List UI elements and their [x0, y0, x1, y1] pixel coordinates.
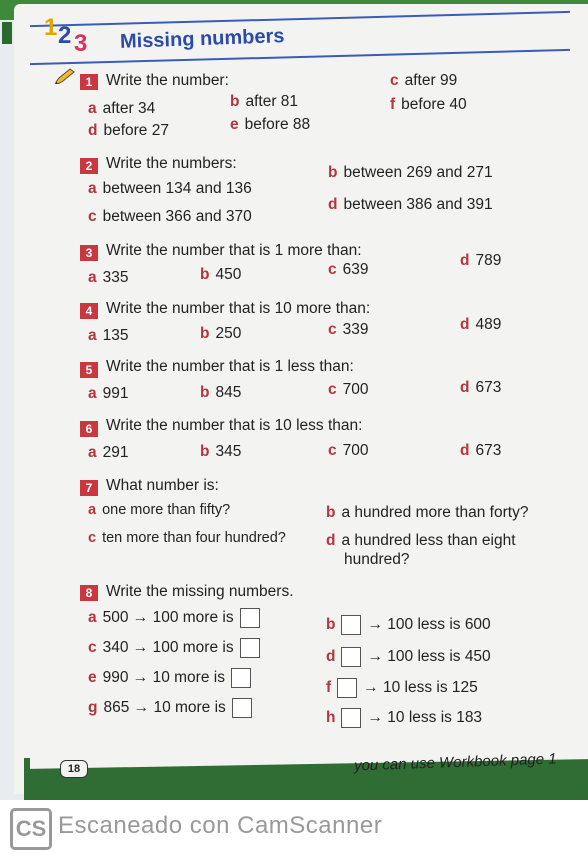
- item-label: d: [460, 252, 470, 269]
- item-text: between 269 and 271: [343, 164, 493, 181]
- item-text-continued: hundred?: [344, 551, 410, 568]
- item-text: before 88: [244, 116, 311, 133]
- page-title: Missing numbers: [119, 25, 285, 53]
- item-text: 700: [342, 381, 369, 398]
- question-item: [88, 122, 169, 140]
- item-text: after 81: [245, 93, 299, 110]
- item-label: a: [88, 327, 97, 344]
- item-label: d: [460, 442, 470, 459]
- page-number: 18: [60, 760, 88, 778]
- numbers-logo-icon: [42, 12, 102, 56]
- question-item: [88, 100, 155, 118]
- item-label: b: [326, 504, 336, 521]
- answer-box[interactable]: [232, 698, 252, 718]
- item-text: 673: [475, 379, 502, 396]
- answer-box[interactable]: [240, 638, 260, 658]
- item-label: f: [390, 96, 396, 113]
- item-text: between 386 and 391: [343, 196, 493, 213]
- item-label: a: [88, 269, 97, 286]
- camscanner-logo: CS: [10, 808, 52, 850]
- answer-box[interactable]: [337, 678, 357, 698]
- item-label: d: [326, 532, 336, 549]
- answer-box[interactable]: [341, 647, 361, 667]
- item-label: b: [326, 616, 336, 634]
- question-item: [230, 116, 310, 134]
- item-label: b: [200, 384, 210, 401]
- item-text: 700: [342, 442, 369, 459]
- item-text: 339: [342, 321, 369, 338]
- item-text: one more than fifty?: [102, 502, 231, 518]
- item-text: 250: [215, 325, 242, 342]
- question-item: [326, 708, 482, 728]
- item-label: b: [230, 93, 240, 110]
- logo-digit-2: 2: [58, 22, 72, 49]
- scanner-watermark-text: Escaneado con CamScanner: [58, 812, 383, 839]
- question-item: [88, 208, 252, 226]
- section-number: 6: [80, 421, 98, 437]
- item-text: 991: [102, 385, 129, 402]
- item-text: 340 → 100 more is: [102, 639, 234, 657]
- question-item: [88, 668, 251, 688]
- question-item: [88, 530, 286, 546]
- item-label: c: [88, 639, 97, 657]
- item-label: h: [326, 709, 336, 727]
- item-label: g: [88, 699, 98, 717]
- question-item: [326, 532, 516, 550]
- item-text: 789: [475, 252, 502, 269]
- item-label: c: [328, 321, 337, 338]
- item-text: 345: [215, 443, 242, 460]
- item-label: d: [328, 196, 338, 213]
- section-instruction: Write the number that is 1 less than:: [106, 358, 354, 375]
- item-text: before 40: [401, 96, 467, 113]
- section-number: 3: [80, 245, 98, 261]
- item-text: 135: [102, 327, 129, 344]
- item-text: 335: [102, 269, 129, 286]
- item-text: after 99: [404, 72, 458, 89]
- item-label: d: [460, 316, 470, 333]
- question-item: [200, 325, 241, 343]
- item-text: between 366 and 370: [102, 208, 252, 225]
- section-instruction: What number is:: [106, 477, 219, 494]
- question-item: [328, 442, 369, 460]
- answer-box[interactable]: [240, 608, 260, 628]
- question-item: [326, 678, 478, 698]
- question-item: [88, 180, 252, 198]
- section-instruction: Write the missing numbers.: [106, 583, 294, 600]
- section-number: 4: [80, 303, 98, 319]
- question-item: [328, 261, 369, 279]
- question-item: [326, 504, 528, 522]
- item-label: c: [328, 442, 337, 459]
- answer-box[interactable]: [341, 615, 361, 635]
- item-label: c: [328, 381, 337, 398]
- item-text: 450: [215, 266, 242, 283]
- item-label: e: [88, 669, 97, 687]
- answer-box[interactable]: [341, 708, 361, 728]
- section-instruction: Write the numbers:: [106, 155, 237, 172]
- item-text: → 10 less is 125: [363, 679, 478, 697]
- question-item: [328, 196, 493, 214]
- item-text: 489: [475, 316, 502, 333]
- question-item: [328, 164, 493, 182]
- item-text: 673: [475, 442, 502, 459]
- item-label: c: [328, 261, 337, 278]
- corner-mark: [2, 22, 12, 44]
- item-text: 845: [215, 384, 242, 401]
- item-text: → 100 less is 450: [367, 648, 491, 666]
- item-text: 291: [102, 444, 129, 461]
- item-label: c: [390, 72, 399, 89]
- pencil-icon: [54, 68, 76, 84]
- item-label: c: [88, 530, 97, 546]
- item-label: b: [200, 443, 210, 460]
- item-text: a hundred more than forty?: [341, 504, 529, 521]
- section-number: 5: [80, 362, 98, 378]
- question-item: [88, 638, 260, 658]
- item-label: a: [88, 609, 97, 627]
- section-number: 7: [80, 480, 98, 496]
- item-text: a hundred less than eight: [341, 532, 516, 549]
- question-item: [460, 379, 501, 397]
- question-item: [390, 72, 457, 90]
- item-text: after 34: [102, 100, 156, 117]
- question-item: [88, 269, 129, 287]
- item-text: 639: [342, 261, 369, 278]
- question-item: [328, 381, 369, 399]
- item-text: → 100 less is 600: [367, 616, 491, 634]
- item-label: a: [88, 502, 97, 518]
- question-item: [326, 615, 491, 635]
- question-item: [88, 608, 260, 628]
- item-label: f: [326, 679, 332, 697]
- question-item: [200, 266, 241, 284]
- question-item: [460, 252, 501, 270]
- section-number: 8: [80, 585, 98, 601]
- question-item: [326, 647, 491, 667]
- section-instruction: Write the number that is 10 more than:: [106, 300, 371, 317]
- section-number: 1: [80, 74, 98, 90]
- item-label: a: [88, 444, 97, 461]
- logo-digit-1: 1: [44, 14, 58, 41]
- item-text: between 134 and 136: [102, 180, 252, 197]
- question-item: [88, 502, 230, 518]
- item-label: b: [200, 266, 210, 283]
- item-label: b: [200, 325, 210, 342]
- item-label: b: [328, 164, 338, 181]
- item-text: 500 → 100 more is: [102, 609, 234, 627]
- item-label: a: [88, 100, 97, 117]
- item-text: 990 → 10 more is: [102, 669, 225, 687]
- item-label: d: [326, 648, 336, 666]
- question-item: [460, 442, 501, 460]
- question-item: [88, 698, 252, 718]
- question-item: [200, 384, 241, 402]
- item-text: 865 → 10 more is: [103, 699, 226, 717]
- question-item: [230, 93, 298, 111]
- question-item: [88, 444, 129, 462]
- item-text: before 27: [103, 122, 169, 139]
- item-label: a: [88, 180, 97, 197]
- section-number: 2: [80, 158, 98, 174]
- item-text: ten more than four hundred?: [102, 530, 286, 546]
- question-item: [328, 321, 369, 339]
- question-item: [88, 385, 129, 403]
- item-label: e: [230, 116, 239, 133]
- item-label: d: [88, 122, 98, 139]
- item-label: c: [88, 208, 97, 225]
- question-item: [390, 96, 467, 114]
- item-label: a: [88, 385, 97, 402]
- footer-note: you can use Workbook page 1: [353, 750, 557, 775]
- question-item: [88, 327, 129, 345]
- section-instruction: Write the number that is 10 less than:: [106, 417, 363, 434]
- item-label: d: [460, 379, 470, 396]
- answer-box[interactable]: [231, 668, 251, 688]
- item-text: → 10 less is 183: [367, 709, 483, 727]
- question-item: [460, 316, 501, 334]
- section-instruction: Write the number that is 1 more than:: [106, 242, 362, 259]
- question-item: [200, 443, 241, 461]
- logo-digit-3: 3: [74, 30, 88, 57]
- section-instruction: Write the number:: [106, 72, 229, 89]
